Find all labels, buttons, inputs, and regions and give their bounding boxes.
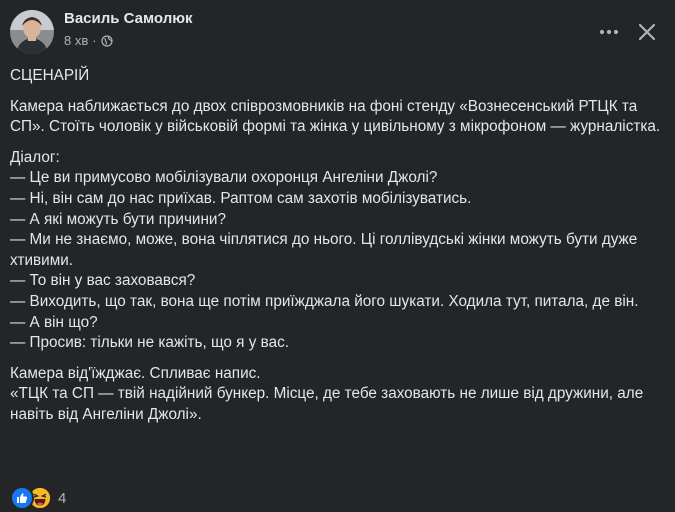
author-avatar[interactable] [10,10,54,54]
dialog-label: Діалог: [10,148,60,166]
meta-separator: · [92,33,97,48]
like-icon [10,486,34,510]
dialog-line: — Ні, він сам до нас приїхав. Раптом сам захотів мобілізуватись. [10,189,472,207]
dialog-line: — Це ви примусово мобілізували охоронця Ангеліни Джолі? [10,169,438,187]
reactions-summary[interactable] [10,487,66,509]
post-title: СЦЕНАРІЙ [10,67,90,84]
post-slogan: «ТЦК та СП — твій надійний бункер. Місце, де тебе заховають не лише від дружини, але навіть від Ангеліни Джолі». [10,385,644,423]
dialog-line: — А він що? [10,313,98,331]
more-options-button[interactable] [591,14,627,50]
close-button[interactable] [629,14,665,50]
reaction-count[interactable]: 4 [58,489,67,507]
dialog-line: — А які можуть бути причини? [10,210,226,228]
close-icon [638,23,656,41]
post-outro: Камера від'їжджає. Спливає напис. [10,364,261,382]
dialog-line: — То він у вас заховався? [10,272,196,290]
author-name[interactable]: Васил‌ь Самолюк [64,10,193,27]
more-dots-icon [599,29,619,35]
dialog-line: — Просив: тільки не кажіть, що я у вас. [10,334,289,352]
globe-icon[interactable] [101,35,113,47]
post-time[interactable]: 8 хв [64,33,89,48]
post-intro: Камера наближається до двох співрозмовників на фоні стенду «Вознесенський РТЦК та СП». Стоїть чоловік у військовій формі та жінка у цивільному з мікрофоном — журналістка. [10,97,661,136]
dialog-line: — Ми не знаємо, може, вона чіплятися до нього. Ці голлівудські жінки можуть бути дуже хтивими. [10,231,638,269]
post-meta [64,33,113,48]
post-text [10,66,666,426]
post-header [10,8,665,56]
dialog-line: — Виходить, що так, вона ще потім приїжджала його шукати. Ходила тут, питала, де він. [10,292,639,310]
